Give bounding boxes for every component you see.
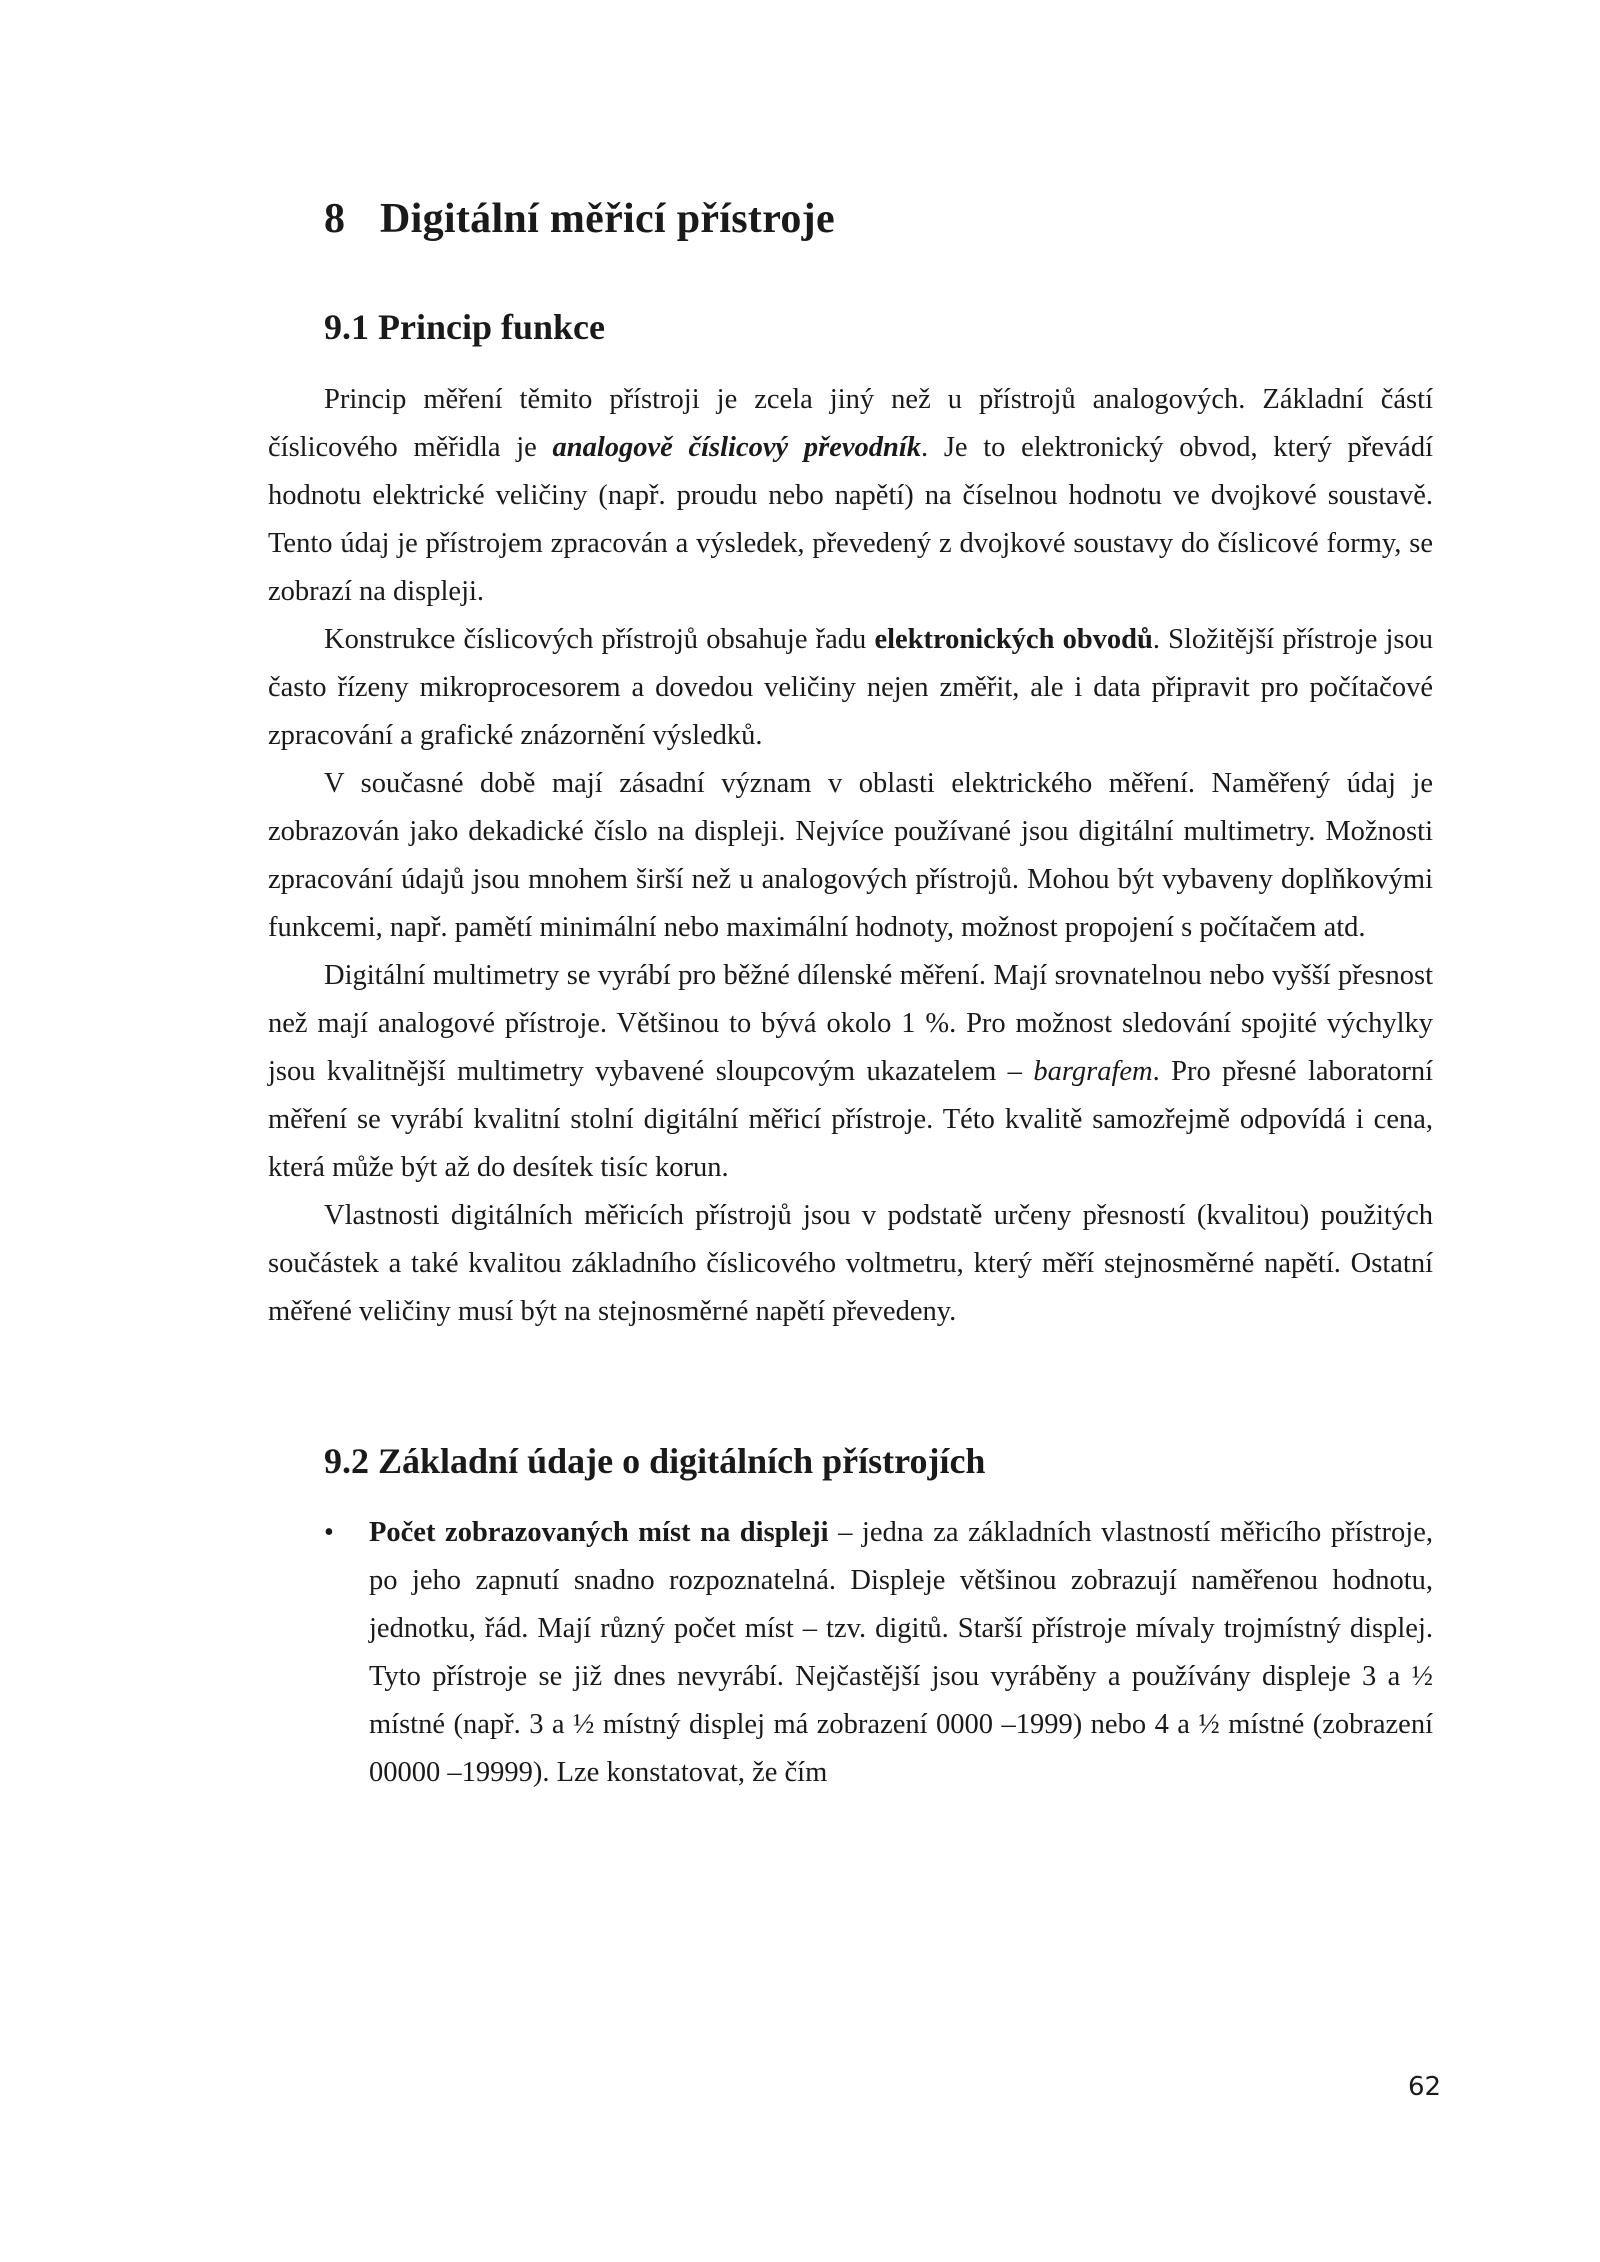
paragraph-4	[268, 952, 1433, 1192]
paragraph-1-text-c: . Je to elektronický obvod, který převádí hodnotu elektrické veličiny (např. proudu nebo napětí) na číselnou hodnotu ve dvojkové soustavě. Tento údaj je přístrojem zpracován a výsledek, převedený z dvojkové soustavy do číslicové formy, se zobrazí na displeji.	[268, 431, 1433, 607]
section-9-1-body	[268, 376, 1433, 1336]
section-heading-9-2: 9.2 Základní údaje o digitálních přístrojích	[324, 1440, 986, 1481]
page-number: 62	[1408, 2072, 1442, 2102]
bullet-icon: •	[324, 1516, 334, 1548]
paragraph-1	[268, 376, 1433, 616]
bullet-term: Počet zobrazovaných míst na displeji	[369, 1516, 829, 1548]
chapter-title: Digitální měřicí přístroje	[380, 196, 835, 242]
term-electronic-circuits: elektronických obvodů	[874, 623, 1153, 655]
section-heading-9-1: 9.1 Princip funkce	[324, 307, 606, 348]
bullet-text: – jedna za základních vlastností měřicího přístroje, po jeho zapnutí snadno rozpoznatelná. Displeje většinou zobrazují naměřenou hodnotu, jednotku, řád. Mají různý počet míst – tzv. digitů. Starší přístroje mívaly trojmístný displej. Tyto přístroje se již dnes nevyrábí. Nejčastější jsou vyráběny a používány displeje 3 a ½ místné (např. 3 a ½ místný displej má zobrazení 0000 –1999) nebo 4 a ½ místné (zobrazení 00000 –19999). Lze konstatovat, že čím	[369, 1516, 1433, 1788]
paragraph-5: Vlastnosti digitálních měřicích přístrojů jsou v podstatě určeny přesností (kvalitou) použitých součástek a také kvalitou základního číslicového voltmetru, který měří stejnosměrné napětí. Ostatní měřené veličiny musí být na stejnosměrné napětí převedeny.	[268, 1199, 1433, 1327]
page-content	[268, 180, 1433, 1797]
paragraph-1-text-a: Princip měření těmito přístroji je zcela jiný než u přístrojů analogových. Základní částí číslicového měřidla je	[268, 383, 1433, 463]
paragraph-4-text-c: . Pro přesné laboratorní měření se vyrábí kvalitní stolní digitální měřicí přístroje. Této kvalitě samozřejmě odpovídá i cena, která může být až do desítek tisíc korun.	[268, 1055, 1434, 1183]
paragraph-2-text-c: . Složitější přístroje jsou často řízeny mikroprocesorem a dovedou veličiny nejen změřit, ale i data připravit pro počítačové zpracování a grafické znázornění výsledků.	[268, 623, 1434, 751]
paragraph-3: V současné době mají zásadní význam v oblasti elektrického měření. Naměřený údaj je zobrazován jako dekadické číslo na displeji. Nejvíce používané jsou digitální multimetry. Možnosti zpracování údajů jsou mnohem širší než u analogových přístrojů. Mohou být vybaveny doplňkovými funkcemi, např. pamětí minimální nebo maximální hodnoty, možnost propojení s počítačem atd.	[268, 767, 1433, 943]
term-bargraph: bargrafem	[1033, 1055, 1153, 1087]
paragraph-2	[268, 616, 1433, 760]
list-item	[268, 1509, 1433, 1797]
chapter-heading	[324, 194, 1433, 244]
bullet-list	[268, 1509, 1433, 1797]
paragraph-4-text-a: Digitální multimetry se vyrábí pro běžné dílenské měření. Mají srovnatelnou nebo vyšší přesnost než mají analogové přístroje. Většinou to bývá okolo 1 %. Pro možnost sledování spojité výchylky jsou kvalitnější multimetry vybavené sloupcovým ukazatelem –	[268, 959, 1433, 1087]
chapter-number: 8	[324, 196, 346, 242]
term-adc: analogově číslicový převodník	[552, 431, 922, 463]
paragraph-2-text-a: Konstrukce číslicových přístrojů obsahuje řadu	[324, 623, 875, 655]
